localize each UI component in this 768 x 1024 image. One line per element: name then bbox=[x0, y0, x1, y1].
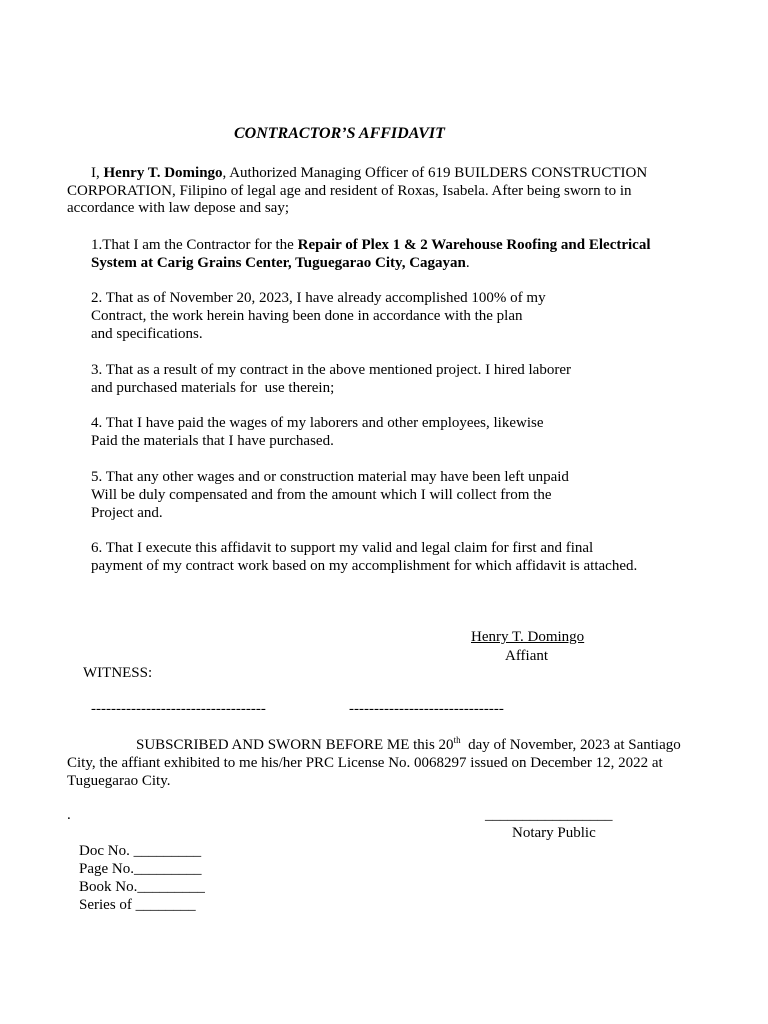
item-6-line-2: payment of my contract work based on my accomplishment for which affidavit is attached. bbox=[91, 558, 638, 574]
affiant-signature-name: Henry T. Domingo bbox=[471, 629, 585, 645]
item-5-line-3: Project and. bbox=[91, 505, 163, 521]
item-2-line-1: 2. That as of November 20, 2023, I have already accomplished 100% of my bbox=[91, 290, 546, 306]
jurat-line-1-end: day of November, 2023 at Santiago bbox=[460, 737, 681, 753]
ordinal-superscript: th bbox=[453, 735, 461, 745]
jurat-paragraph bbox=[67, 736, 681, 790]
affidavit-item-6 bbox=[91, 539, 637, 575]
intro-lead: I, bbox=[91, 165, 104, 181]
item-2-line-3: and specifications. bbox=[91, 326, 203, 342]
jurat-line-2: City, the affiant exhibited to me his/her PRC License No. 0068297 issued on December 12, 2022 at bbox=[67, 755, 663, 771]
affiant-label: Affiant bbox=[505, 648, 549, 664]
intro-line-1 bbox=[67, 165, 647, 183]
item-1-line-2 bbox=[91, 254, 651, 272]
jurat-line-1-start: SUBSCRIBED AND SWORN BEFORE ME this 20 bbox=[136, 737, 454, 753]
item-1-text: 1.That I am the Contractor for the bbox=[91, 237, 298, 253]
notary-public-label: Notary Public bbox=[512, 825, 596, 841]
item-4-line-1: 4. That I have paid the wages of my laborers and other employees, likewise bbox=[91, 415, 544, 431]
affidavit-item-1 bbox=[91, 236, 651, 272]
item-1-period: . bbox=[465, 255, 470, 271]
jurat-line-1 bbox=[67, 736, 681, 754]
item-2-line-2: Contract, the work herein having been done in accordance with the plan bbox=[91, 308, 523, 324]
intro-line-3: accordance with law depose and say; bbox=[67, 200, 289, 216]
affidavit-item-2 bbox=[91, 289, 546, 343]
affidavit-item-4 bbox=[91, 414, 544, 450]
stray-period: . bbox=[67, 807, 71, 823]
item-1-project-name: Repair of Plex 1 & 2 Warehouse Roofing and Electrical bbox=[297, 237, 651, 253]
intro-affiant-name: Henry T. Domingo bbox=[103, 165, 223, 181]
item-6-line-1: 6. That I execute this affidavit to support my valid and legal claim for first and final bbox=[91, 540, 594, 556]
affidavit-item-5 bbox=[91, 468, 569, 522]
registry-book-no: Book No._________ bbox=[79, 879, 205, 895]
notarial-registry bbox=[79, 842, 205, 914]
item-1-project-location: System at Carig Grains Center, Tuguegarao City, Cagayan bbox=[91, 255, 466, 271]
document-title: CONTRACTOR’S AFFIDAVIT bbox=[234, 125, 445, 142]
item-3-line-2: and purchased materials for use therein; bbox=[91, 380, 335, 396]
item-1-line-1 bbox=[91, 236, 651, 254]
intro-paragraph bbox=[67, 165, 647, 218]
jurat-line-3: Tuguegarao City. bbox=[67, 772, 171, 789]
intro-line-2: CORPORATION, Filipino of legal age and resident of Roxas, Isabela. After being sworn to in bbox=[67, 182, 632, 199]
witness-line-right: ------------------------------- bbox=[349, 701, 504, 717]
witness-label: WITNESS: bbox=[83, 665, 153, 681]
intro-line-1-rest: , Authorized Managing Officer of 619 BUILDERS CONSTRUCTION bbox=[222, 165, 648, 181]
item-3-line-1: 3. That as a result of my contract in the above mentioned project. I hired laborer bbox=[91, 362, 571, 378]
registry-page-no: Page No._________ bbox=[79, 861, 202, 877]
notary-signature-line: _________________ bbox=[485, 807, 613, 823]
item-5-line-2: Will be duly compensated and from the amount which I will collect from the bbox=[91, 487, 552, 503]
item-4-line-2: Paid the materials that I have purchased. bbox=[91, 433, 334, 449]
witness-line-left: ----------------------------------- bbox=[91, 701, 266, 717]
registry-series: Series of ________ bbox=[79, 897, 196, 913]
registry-doc-no: Doc No. _________ bbox=[79, 843, 202, 859]
affidavit-item-3 bbox=[91, 361, 571, 397]
item-5-line-1: 5. That any other wages and or construction material may have been left unpaid bbox=[91, 469, 569, 485]
